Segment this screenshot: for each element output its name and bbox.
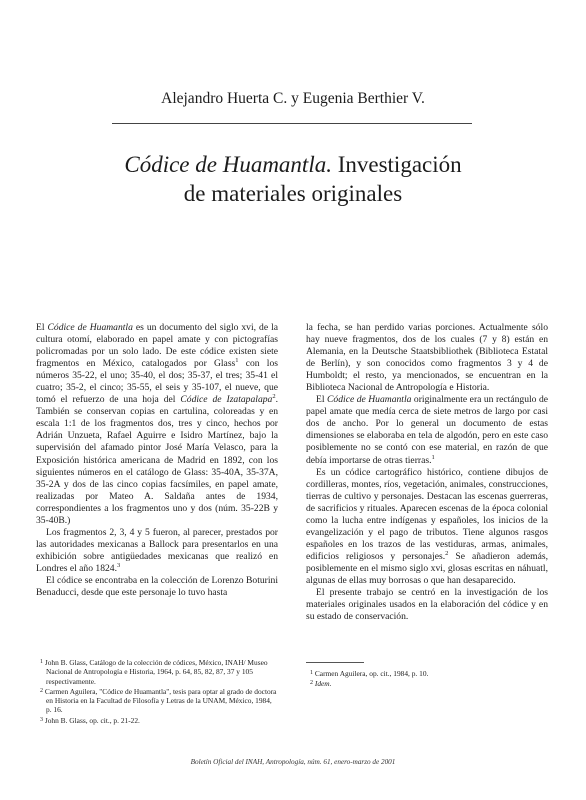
footnote-3: $^3$ John B. Glass, op. cit., p. 21-22. bbox=[40, 715, 140, 725]
footnotes-right bbox=[306, 662, 548, 690]
footnotes-left bbox=[36, 658, 278, 726]
right-paragraph-1: la fecha, se han perdido varias porciones. Actualmente sólo hay nueve fragmentos, dos de los cuales (7 y 8) están en Alemania, en la Deutsche Staatsbibliothek (Biblioteca Estatal de Berlín), y son conocidos como fragmentos 3 y 4 de Humboldt; el resto, ya mencionados, se encuentran en la Biblioteca Nacional de Antropología e Historia. bbox=[306, 322, 548, 394]
article-title bbox=[60, 150, 526, 208]
right-column bbox=[306, 322, 548, 623]
title-line2: de materiales originales bbox=[183, 181, 403, 206]
left-column bbox=[36, 322, 278, 599]
footnote-separator bbox=[306, 662, 364, 663]
right-paragraph-3: Es un códice cartográfico histórico, contiene dibujos de cordilleras, montes, ríos, vegetación, animales, construcciones, tierras de cultivo y personajes. Destacan las escenas guerreras, de sacrificios y rituales. Aparecen escenas de la época colonial como la lucha entre indígenas y españoles, los inicios de la evangelización y el pago de tributos. Tiene algunos rasgos españoles en los trazos de las vestiduras, armas, animales, edificios religiosos y personajes.$^2$ Se añadieron además, posiblemente en el mismo siglo xvi, glosas escritas en náhuatl, algunas de ellas muy borrosas o que han desaparecido. bbox=[306, 466, 548, 586]
left-paragraph-2: Los fragmentos 2, 3, 4 y 5 fueron, al parecer, prestados por las autoridades mexicanas a Ballock para presentarlos en una exhibición sobre antigüedades mexicanas que realizó en Londres el año 1824.$^3$ bbox=[36, 526, 278, 574]
footnote-1: $^1$ John B. Glass, Catálogo de la colección de códices, México, INAH/ Museo Nacional de Antropología e Historia, 1964, p. 64, 85, 82, 87, 37 y 105 respectivamente. bbox=[40, 658, 268, 686]
left-paragraph-3: El códice se encontraba en la colección de Lorenzo Boturini Benaducci, desde que este personaje lo tuvo hasta bbox=[36, 574, 278, 599]
footnote-right-2: $^2$ Idem. bbox=[310, 679, 332, 689]
title-line1-rest: Investigación bbox=[331, 152, 462, 177]
title-italic: Códice de Huamantla. bbox=[124, 152, 332, 177]
right-paragraph-2: El Códice de Huamantla originalmente era un rectángulo de papel amate que medía cerca de siete metros de largo por casi dos de ancho. Por lo general un documento de estas dimensiones se elaboraba en tela de algodón, pero en este caso posiblemente no se contó con ese material, en razón de que debía importarse de otras tierras.$^1$ bbox=[306, 394, 549, 466]
footnote-right-1: $^1$ Carmen Aguilera, op. cit., 1984, p. 10. bbox=[310, 669, 429, 678]
right-paragraph-4: El presente trabajo se centró en la investigación de los materiales originales usados en la elaboración del códice y en su estado de conservación. bbox=[306, 587, 548, 623]
authors-line: Alejandro Huerta C. y Eugenia Berthier V. bbox=[161, 90, 425, 107]
header-rule bbox=[112, 123, 472, 124]
page-footer: Boletín Oficial del INAH, Antropología, núm. 61, enero-marzo de 2001 bbox=[190, 758, 396, 766]
footnote-2: $^2$ Carmen Aguilera, "Códice de Huamantla", tesis para optar al grado de doctora en Historia en la Facultad de Filosofía y Letras de la UNAM, México, 1984, p. 16. bbox=[40, 686, 277, 715]
left-paragraph-1: El Códice de Huamantla es un documento del siglo xvi, de la cultura otomí, elaborado en papel amate y con pictografías policromadas por un solo lado. De este códice existen siete fragmentos en México, catalogados por Glass$^1$ con los números 35-22, el uno; 35-40, el dos; 35-37, el tres; 35-41 el cuatro; 35-2, el cinco; 35-55, el seis y 35-107, el nueve, que tomó el refuerzo de una hoja del Códice de Izatapalapa$^2$. También se conservan copias en cartulina, coloreadas y en escala 1:1 de los fragmentos dos, tres y cinco, hechos por Adrián Unzueta, Rafael Aguirre e Isidro Martínez, bajo la supervisión del afamado pintor José María Velasco, para la Exposición histórica americana de Madrid en 1892, con los siguientes números en el catálogo de Glass: 35-40A, 35-37A, 35-2A y dos de las cinco copias facsímiles, en papel amate, realizadas por Mateo A. Saldaña antes de 1934, correspondientes a los fragmentos uno y dos (núm. 35-22B y 35-40B.) bbox=[36, 322, 278, 526]
